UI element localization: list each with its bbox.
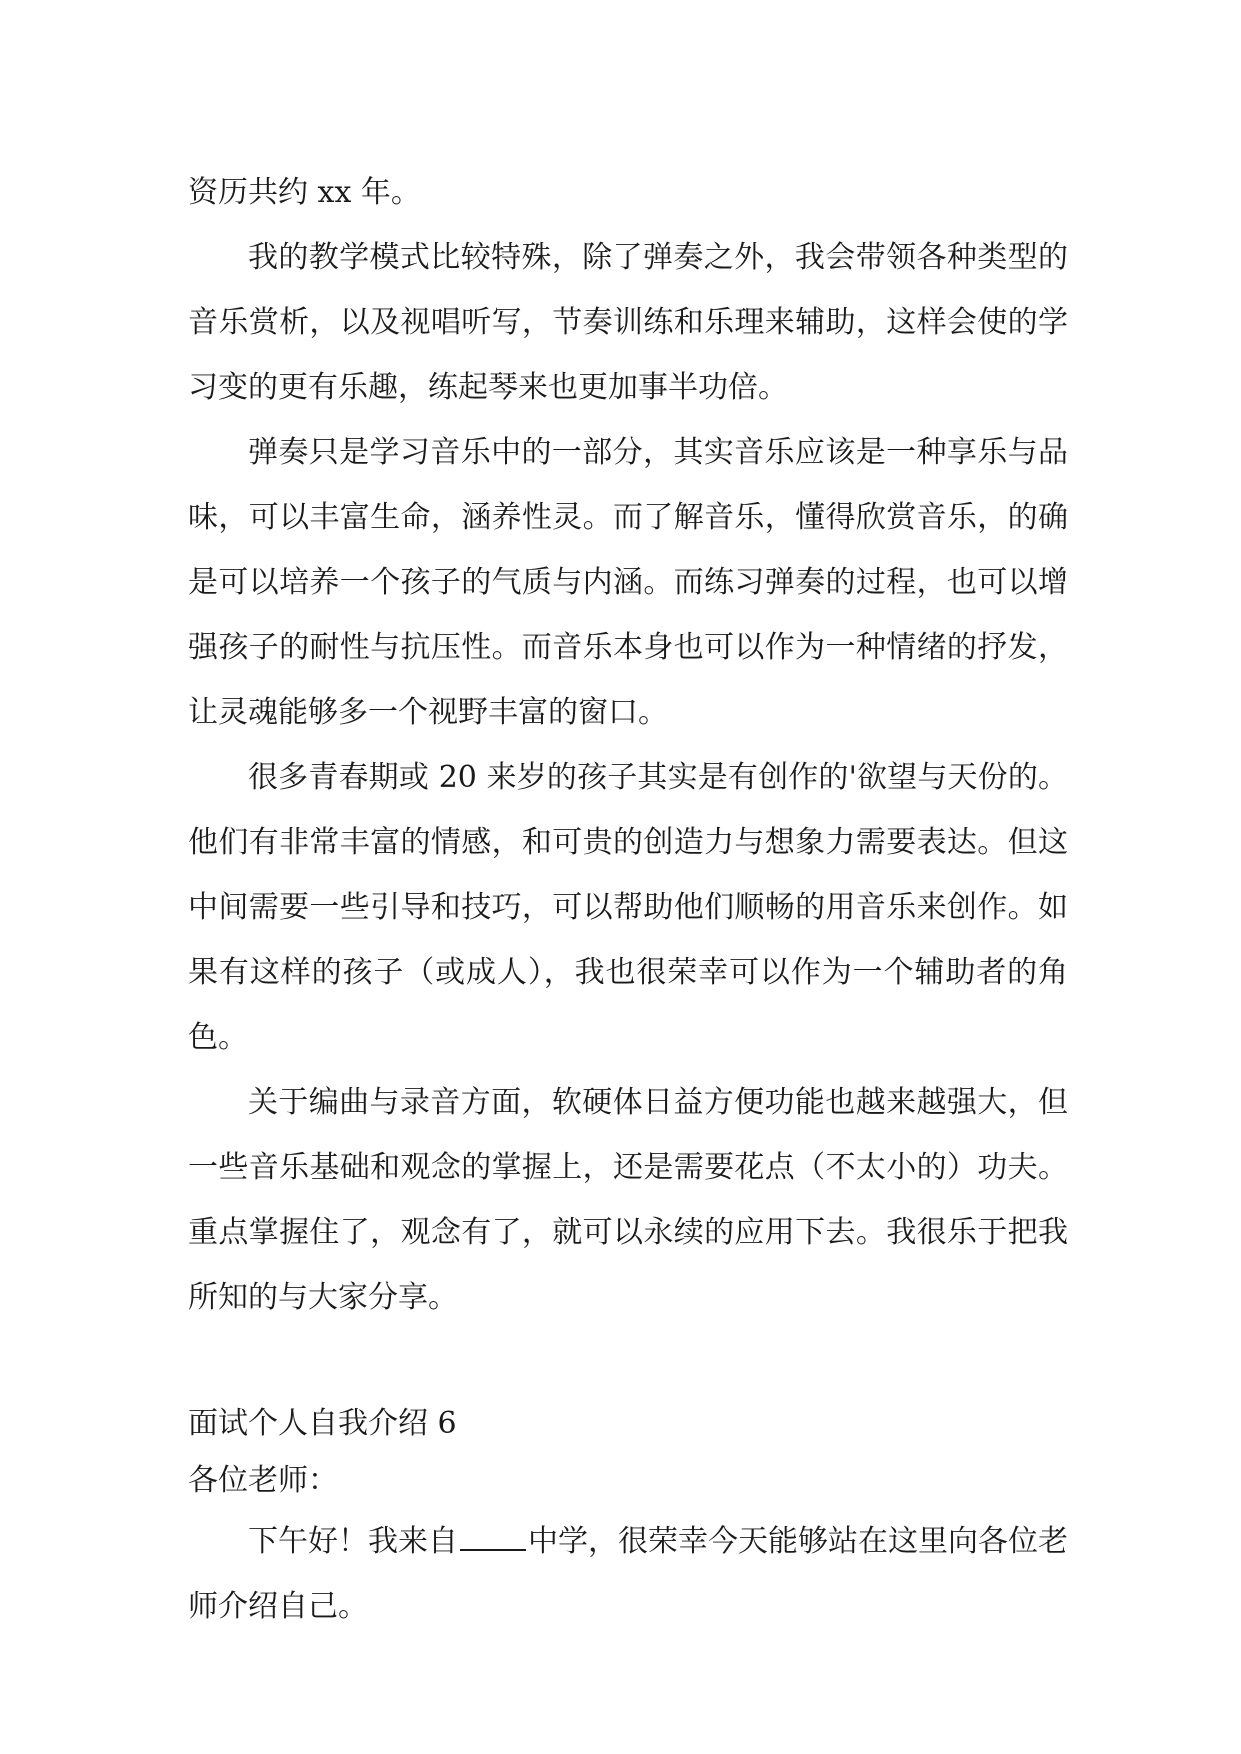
paragraph-teaching-mode: 我的教学模式比较特殊，除了弹奏之外，我会带领各种类型的音乐赏析，以及视唱听写，节奏训练和乐理来辅助，这样会使的学习变的更有乐趣，练起琴来也更加事半功倍。 [188,240,1068,405]
paragraph-experience: 资历共约 xx 年。 [188,175,421,210]
greeting-after-blank: 中学，很荣幸今天能够站在这里向各位老师介绍自己。 [188,1524,1068,1624]
section-gap [188,1330,1068,1395]
greeting-before-blank: 下午好！我来自 [248,1524,458,1559]
salutation: 各位老师： [188,1463,338,1498]
paragraph-creative-youth: 很多青春期或 20 来岁的孩子其实是有创作的'欲望与天份的。他们有非常丰富的情感，和可贵的创造力与想象力需要表达。但这中间需要一些引导和技巧，可以帮助他们顺畅的用音乐来创作。如果有这样的孩子（或成人），我也很荣幸可以作为一个辅助者的角色。 [188,760,1068,1055]
paragraph-music-value: 弹奏只是学习音乐中的一部分，其实音乐应该是一种享乐与品味，可以丰富生命，涵养性灵。而了解音乐，懂得欣赏音乐，的确是可以培养一个孩子的气质与内涵。而练习弹奏的过程，也可以增强孩子的耐性与抗压性。而音乐本身也可以作为一种情绪的抒发，让灵魂能够多一个视野丰富的窗口。 [188,435,1068,730]
paragraph-arrangement-recording: 关于编曲与录音方面，软硬体日益方便功能也越来越强大，但一些音乐基础和观念的掌握上，还是需要花点（不太小的）功夫。重点掌握住了，观念有了，就可以永续的应用下去。我很乐于把我所知的与大家分享。 [188,1085,1068,1315]
paragraph-greeting [188,1509,1068,1639]
section-heading: 面试个人自我介绍 6 [188,1406,457,1441]
document-body [188,160,1068,1639]
fill-in-blank [460,1522,526,1551]
